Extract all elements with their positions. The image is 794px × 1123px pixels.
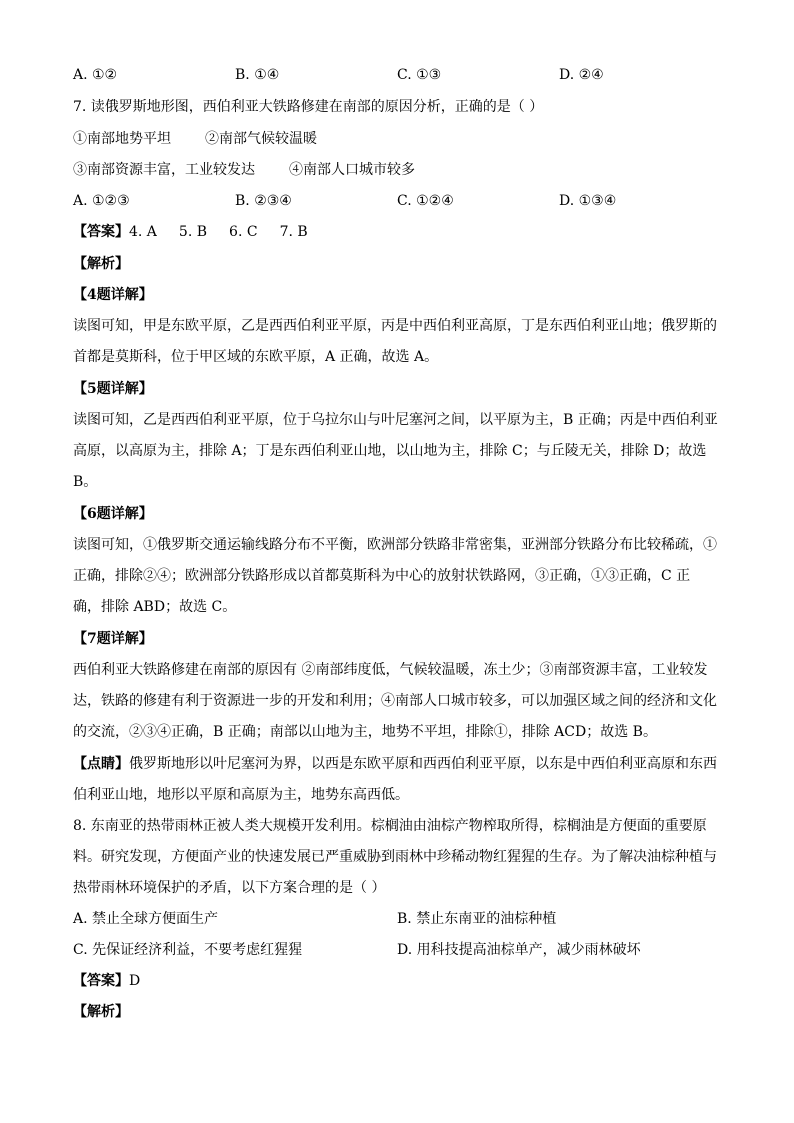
answer-block-1 [73, 223, 330, 243]
answer-item-4: 4. A [129, 224, 157, 240]
q6-options [73, 66, 733, 86]
note-text-1: 俄罗斯地形以叶尼塞河为界，以西是东欧平原和西西伯利亚平原，以东是中西伯利亚高原和东西 [129, 756, 717, 772]
detail-6-line-3: 确，排除 ABD；故选 C。 [73, 599, 237, 615]
q8-stem-line-1: 8. 东南亚的热带雨林正被人类大规模开发利用。棕榈油由油棕产物榨取所得，棕榈油是方便面的重要原 [73, 818, 707, 834]
q6-option-c[interactable]: C. ①③ [397, 67, 442, 83]
detail-5-line-1: 读图可知，乙是西西伯利亚平原，位于乌拉尔山与叶尼塞河之间，以平原为主，B 正确；丙是中西伯利亚 [73, 412, 718, 428]
q7-options [73, 192, 733, 212]
answer-block-2 [73, 972, 140, 992]
detail-6-label: 【6题详解】 [73, 506, 153, 522]
analysis-label-2: 【解析】 [73, 1004, 129, 1020]
q7-stem: 7. 读俄罗斯地形图，西伯利亚大铁路修建在南部的原因分析，正确的是（ ） [73, 99, 544, 115]
q7-option-b[interactable]: B. ②③④ [235, 193, 292, 209]
q8-options-row1 [73, 910, 733, 930]
q8-option-c[interactable]: C. 先保证经济利益，不要考虑红猩猩 [73, 942, 303, 958]
q7-statements-row2 [73, 161, 733, 181]
detail-5-line-3: B。 [73, 474, 98, 490]
q8-stem-line-2: 料。研究发现，方便面产业的快速发展已严重威胁到雨林中珍稀动物红猩猩的生存。为了解决油棕种植与 [73, 849, 717, 865]
q6-option-d[interactable]: D. ②④ [559, 67, 604, 83]
note-line-1 [73, 755, 717, 775]
answer-item-5: 5. B [178, 224, 208, 240]
detail-7-label: 【7题详解】 [73, 631, 153, 647]
q7-statement-2: ②南部气候较温暖 [205, 131, 317, 147]
q8-options-row2 [73, 941, 733, 961]
detail-7-line-3: 的交流，②③④正确，B 正确；南部以山地为主，地势不平坦，排除①，排除 ACD；故选 B。 [73, 724, 657, 740]
q7-option-d[interactable]: D. ①③④ [559, 193, 617, 209]
q8-stem-line-3: 热带雨林环境保护的矛盾，以下方案合理的是（ ） [73, 880, 386, 896]
detail-7-line-2: 达，铁路的修建有利于资源进一步的开发和利用；④南部人口城市较多，可以加强区域之间的经济和文化 [73, 693, 717, 709]
answer-value-2: D [129, 973, 141, 989]
q7-option-a[interactable]: A. ①②③ [73, 193, 130, 209]
note-label: 【点睛】 [73, 756, 129, 772]
detail-5-label: 【5题详解】 [73, 381, 153, 397]
q7-statement-3: ③南部资源丰富，工业较发达 [73, 162, 255, 178]
q7-option-c[interactable]: C. ①②④ [397, 193, 454, 209]
q7-statements-row1 [73, 130, 733, 150]
q7-statement-4: ④南部人口城市较多 [289, 162, 415, 178]
detail-6-line-2: 正确，排除②④；欧洲部分铁路形成以首都莫斯科为中心的放射状铁路网，③正确，①③正确，C 正 [73, 568, 691, 584]
detail-4-label: 【4题详解】 [73, 287, 153, 303]
detail-6-line-1: 读图可知，①俄罗斯交通运输线路分布不平衡，欧洲部分铁路非常密集，亚洲部分铁路分布比较稀疏，① [73, 537, 717, 553]
q8-option-b[interactable]: B. 禁止东南亚的油棕种植 [397, 911, 557, 927]
detail-5-line-2: 高原，以高原为主，排除 A；丁是东西伯利亚山地，以山地为主，排除 C；与丘陵无关，排除 D；故选 [73, 443, 707, 459]
q8-option-a[interactable]: A. 禁止全球方便面生产 [73, 911, 219, 927]
answer-label-1: 【答案】 [73, 224, 129, 240]
answer-item-6: 6. C [229, 224, 258, 240]
detail-4-line-1: 读图可知，甲是东欧平原，乙是西西伯利亚平原，丙是中西伯利亚高原，丁是东西伯利亚山地；俄罗斯的 [73, 318, 717, 334]
note-line-2: 伯利亚山地，地形以平原和高原为主，地势东高西低。 [73, 787, 409, 803]
answer-label-2: 【答案】 [73, 973, 129, 989]
answer-item-7: 7. B [279, 224, 308, 240]
q6-option-b[interactable]: B. ①④ [235, 67, 280, 83]
detail-4-line-2: 首都是莫斯科，位于甲区域的东欧平原，A 正确，故选 A。 [73, 349, 439, 365]
q7-statement-1: ①南部地势平坦 [73, 131, 171, 147]
analysis-label-1: 【解析】 [73, 256, 129, 272]
q6-option-a[interactable]: A. ①② [73, 67, 118, 83]
q8-option-d[interactable]: D. 用科技提高油棕单产，减少雨林破坏 [397, 942, 641, 958]
detail-7-line-1: 西伯利亚大铁路修建在南部的原因有 ②南部纬度低，气候较温暖，冻土少；③南部资源丰富，工业较发 [73, 662, 708, 678]
